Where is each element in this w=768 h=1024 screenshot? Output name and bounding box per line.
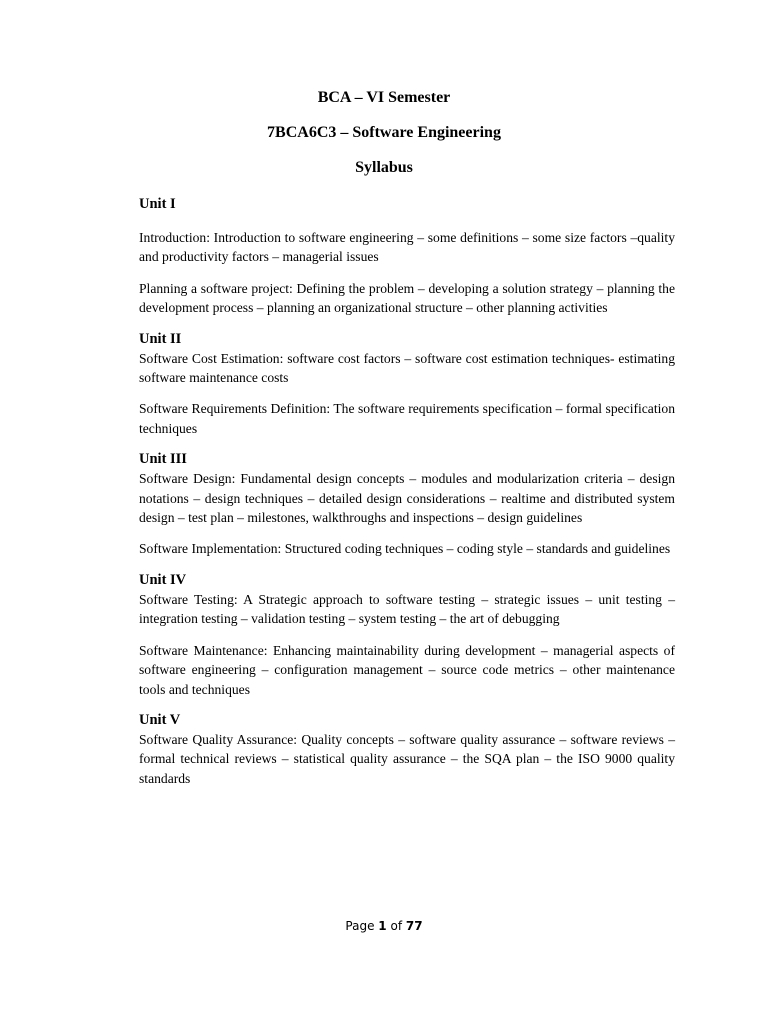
- unit-4-section: [139, 571, 675, 699]
- unit-5-heading: Unit V: [139, 711, 181, 728]
- syllabus-content: [139, 195, 675, 788]
- unit-3-heading: Unit III: [139, 451, 187, 468]
- unit-2-paragraph-1: Software Cost Estimation: software cost factors – software cost estimation techniques- estimating software maintenance costs: [139, 350, 675, 386]
- course-title: 7BCA6C3 – Software Engineering: [267, 124, 501, 141]
- unit-3-paragraph-2: Software Implementation: Structured coding techniques – coding style – standards and guidelines: [139, 541, 671, 557]
- unit-1-paragraph-1: Introduction: Introduction to software engineering – some definitions – some size factors –quality and productivity factors – managerial issues: [139, 230, 675, 265]
- unit-3-paragraph-1: Software Design: Fundamental design concepts – modules and modularization criteria – design notations – design techniques – detailed design considerations – realtime and distributed system design – test plan – milestones, walkthroughs and inspections – design guidelines: [139, 471, 675, 526]
- unit-1-paragraph-2: Planning a software project: Defining the problem – developing a solution strategy – planning the development process – planning an organizational structure – other planning activities: [139, 280, 675, 316]
- page-label: Page: [345, 919, 379, 933]
- unit-1-heading: Unit I: [139, 196, 176, 212]
- unit-3-section: [139, 450, 675, 559]
- unit-4-paragraph-1: Software Testing: A Strategic approach to software testing – strategic issues – unit testing –integration testing – validation testing – system testing – the art of debugging: [139, 591, 675, 627]
- semester-title: BCA – VI Semester: [317, 89, 451, 106]
- unit-1-section: [139, 195, 675, 318]
- unit-4-heading: Unit IV: [139, 571, 187, 588]
- unit-4-paragraph-2: Software Maintenance: Enhancing maintainability during development – managerial aspects of software engineering – configuration management – source code metrics – other maintenance tools and techniques: [139, 642, 675, 697]
- current-page-number: 1: [378, 919, 387, 933]
- total-page-count: 77: [405, 919, 423, 933]
- unit-2-paragraph-2: Software Requirements Definition: The software requirements specification – formal specification techniques: [139, 401, 675, 436]
- unit-2-section: [139, 330, 675, 439]
- unit-5-paragraph-1: Software Quality Assurance: Quality concepts – software quality assurance – software reviews – formal technical reviews – statistical quality assurance – the SQA plan – the ISO 9000 quality standards: [139, 731, 675, 786]
- unit-5-section: [139, 711, 675, 788]
- page-number-footer: [0, 918, 768, 934]
- syllabus-title: Syllabus: [355, 159, 413, 176]
- unit-2-heading: Unit II: [139, 330, 182, 347]
- page-of-label: of: [386, 919, 406, 933]
